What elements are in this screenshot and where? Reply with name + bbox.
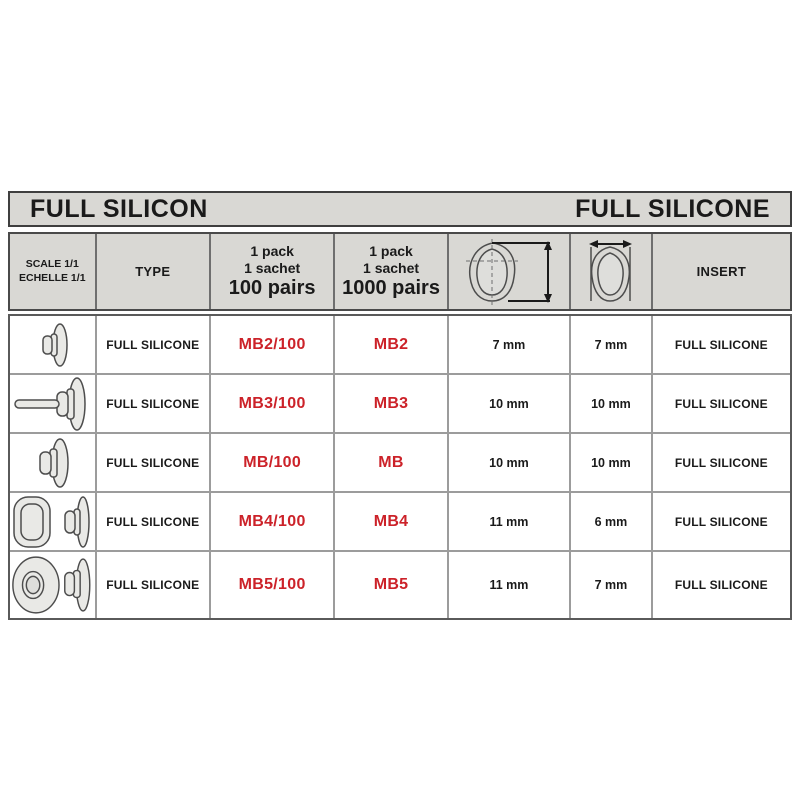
type-value: FULL SILICONE (106, 514, 200, 529)
width-value: 7 mm (594, 337, 628, 352)
pack100-line3: 100 pairs (228, 276, 316, 299)
code-100-pairs: MB4/100 (238, 512, 306, 530)
table-row-mb (10, 432, 790, 491)
nose-pad-front-and-side-view-rect-icon (11, 495, 93, 549)
code-100-pairs: MB3/100 (238, 394, 306, 412)
insert-value: FULL SILICONE (674, 578, 768, 592)
scale-cell (10, 316, 95, 373)
code-1000-pairs: MB3 (373, 394, 409, 412)
pad-height-measure-icon (456, 239, 562, 305)
title-bar (8, 191, 792, 227)
code-100-pairs: MB/100 (243, 453, 302, 471)
pack100-line2: 1 sachet (244, 259, 301, 276)
pack1000-line1: 1 pack (369, 243, 413, 260)
insert-value: FULL SILICONE (674, 455, 768, 470)
header-pack-100 (209, 234, 333, 309)
header-scale-line2: ECHELLE 1/1 (19, 271, 86, 284)
code-1000-pairs: MB2 (373, 335, 409, 353)
insert-value: FULL SILICONE (674, 337, 768, 352)
type-value: FULL SILICONE (106, 455, 200, 470)
pack1000-line2: 1 sachet (363, 259, 420, 276)
type-value: FULL SILICONE (106, 578, 200, 592)
table-row-mb2 (10, 316, 790, 373)
insert-value: FULL SILICONE (674, 514, 768, 529)
scale-cell (10, 493, 95, 550)
height-value: 11 mm (489, 514, 529, 529)
pack1000-line3: 1000 pairs (342, 276, 440, 299)
nose-pad-side-view-medium-icon (22, 437, 82, 489)
nose-pad-side-view-small-icon (24, 321, 80, 369)
table-body (8, 314, 792, 620)
page-title-left: FULL SILICON (30, 194, 208, 223)
nose-pad-side-view-with-stem-icon (11, 377, 93, 431)
height-value: 7 mm (492, 337, 526, 352)
table-row-mb5 (10, 550, 790, 618)
scale-cell (10, 552, 95, 618)
header-width-measure (569, 234, 651, 309)
table-header (8, 232, 792, 311)
code-1000-pairs: MB5 (373, 576, 409, 593)
table-row-mb3 (10, 373, 790, 432)
height-value: 10 mm (489, 396, 529, 411)
code-100-pairs: MB5/100 (238, 576, 306, 593)
height-value: 10 mm (489, 455, 529, 470)
pad-width-measure-icon (580, 239, 642, 305)
header-pack-1000 (333, 234, 446, 309)
header-insert (651, 234, 790, 309)
width-value: 6 mm (594, 514, 628, 529)
insert-value: FULL SILICONE (674, 396, 768, 411)
nose-pad-front-and-side-view-oval-icon (10, 554, 95, 616)
code-1000-pairs: MB (378, 453, 404, 471)
header-insert-label: INSERT (696, 264, 747, 279)
table-row-mb4 (10, 491, 790, 550)
header-scale (10, 234, 95, 309)
width-value: 7 mm (594, 578, 628, 592)
width-value: 10 mm (591, 455, 631, 470)
scale-cell (10, 375, 95, 432)
code-100-pairs: MB2/100 (238, 335, 306, 353)
page-title-right: FULL SILICONE (575, 194, 770, 223)
type-value: FULL SILICONE (106, 396, 200, 411)
header-type-label: TYPE (135, 264, 171, 279)
type-value: FULL SILICONE (106, 337, 200, 352)
header-scale-line1: SCALE 1/1 (25, 258, 79, 271)
height-value: 11 mm (489, 578, 529, 592)
scale-cell (10, 434, 95, 491)
header-type (95, 234, 209, 309)
header-height-measure (447, 234, 569, 309)
code-1000-pairs: MB4 (373, 512, 409, 530)
pack100-line1: 1 pack (250, 243, 294, 260)
width-value: 10 mm (591, 396, 631, 411)
